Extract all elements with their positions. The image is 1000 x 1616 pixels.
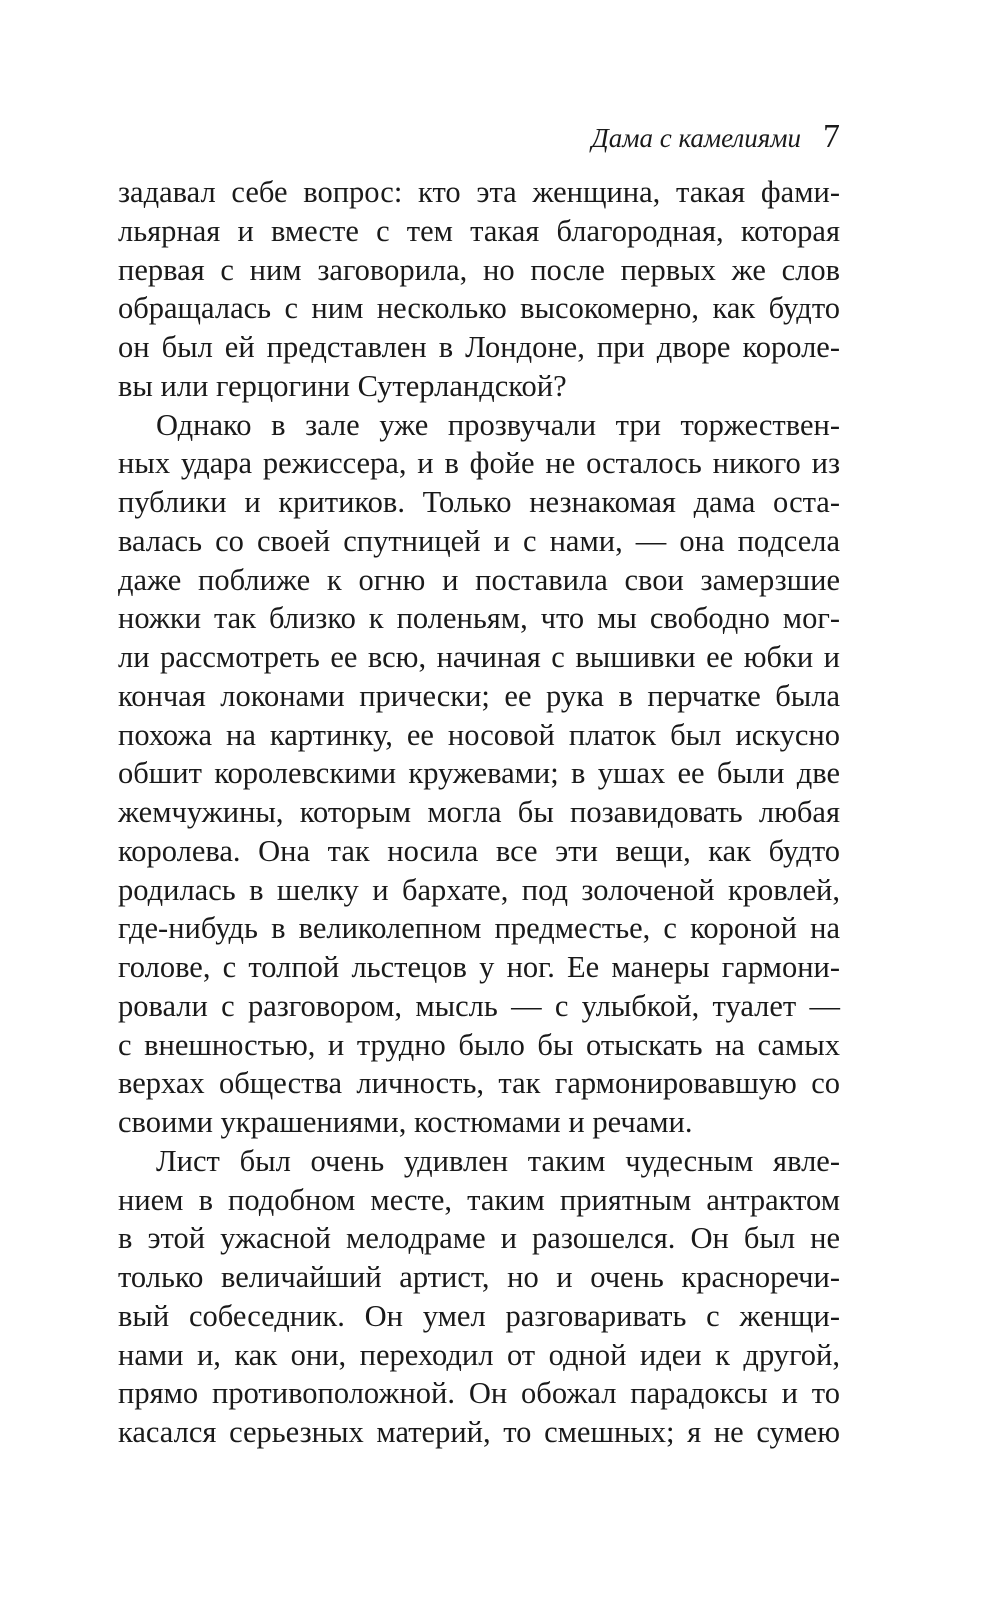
- text-line: прямо противоположной. Он обожал парадоксы и то: [118, 1376, 840, 1411]
- paragraph-1: [118, 173, 840, 406]
- text-line: голове, с толпой льстецов у ног. Ее манеры гармони-: [118, 950, 840, 984]
- text-line: Однако в зале уже прозвучали три торжествен-: [156, 407, 840, 442]
- text-line: публики и критиков. Только незнакомая дама оста-: [118, 485, 840, 519]
- text-line: родилась в шелку и бархате, под золоченой кровлей,: [118, 872, 840, 907]
- paragraph-2: [118, 406, 840, 1142]
- text-line: Лист был очень удивлен таким чудесным явле-: [156, 1143, 840, 1178]
- text-line: нием в подобном месте, таким приятным антрактом: [118, 1182, 840, 1217]
- text-line: ровали с разговором, мысль — с улыбкой, туалет —: [118, 988, 840, 1023]
- text-line: нами и, как они, переходил от одной идеи к другой,: [118, 1337, 840, 1372]
- text-line: он был ей представлен в Лондоне, при дворе короле-: [118, 330, 840, 364]
- text-line: в этой ужасной мелодраме и разошелся. Он был не: [118, 1221, 840, 1256]
- text-line: кончая локонами прически; ее рука в перчатке была: [118, 678, 840, 713]
- running-head: [592, 118, 840, 156]
- text-line: с внешностью, и трудно было бы отыскать на самых: [118, 1027, 840, 1062]
- text-line: вы или герцогини Сутерландской?: [118, 368, 567, 403]
- text-line: валась со своей спутницей и с нами, — она подсела: [118, 523, 840, 558]
- text-line: задавал себе вопрос: кто эта женщина, такая фами-: [118, 175, 840, 209]
- text-line: только величайший артист, но и очень красноречи-: [118, 1260, 840, 1294]
- text-line: ли рассмотреть ее всю, начиная с вышивки ее юбки и: [118, 640, 840, 674]
- text-line: жемчужины, которым могла бы позавидовать любая: [118, 795, 840, 829]
- text-line: своими украшениями, костюмами и речами.: [118, 1105, 693, 1139]
- text-line: похожа на картинку, ее носовой платок был искусно: [118, 717, 840, 752]
- page-number: 7: [823, 118, 840, 155]
- text-line: обращалась с ним несколько высокомерно, как будто: [118, 291, 840, 326]
- text-line: обшит королевскими кружевами; в ушах ее были две: [118, 756, 840, 791]
- text-line: ножки так близко к поленьям, что мы свободно мог-: [118, 601, 840, 636]
- text-line: где-нибудь в великолепном предместье, с короной на: [118, 911, 840, 946]
- text-line: вый собеседник. Он умел разговаривать с женщи-: [118, 1298, 840, 1333]
- text-line: первая с ним заговорила, но после первых же слов: [118, 252, 840, 287]
- body-text: [118, 173, 840, 1452]
- text-line: верхах общества личность, так гармонировавшую со: [118, 1066, 840, 1101]
- text-line: льярная и вместе с тем такая благородная, которая: [118, 213, 840, 248]
- text-line: касался серьезных материй, то смешных; я не сумею: [118, 1415, 840, 1449]
- text-line: даже поближе к огню и поставила свои замерзшие: [118, 562, 840, 597]
- paragraph-3: [118, 1142, 840, 1452]
- running-title: Дама с камелиями: [591, 123, 801, 153]
- text-line: ных удара режиссера, и в фойе не осталось никого из: [118, 446, 840, 481]
- text-line: королева. Она так носила все эти вещи, как будто: [118, 833, 840, 868]
